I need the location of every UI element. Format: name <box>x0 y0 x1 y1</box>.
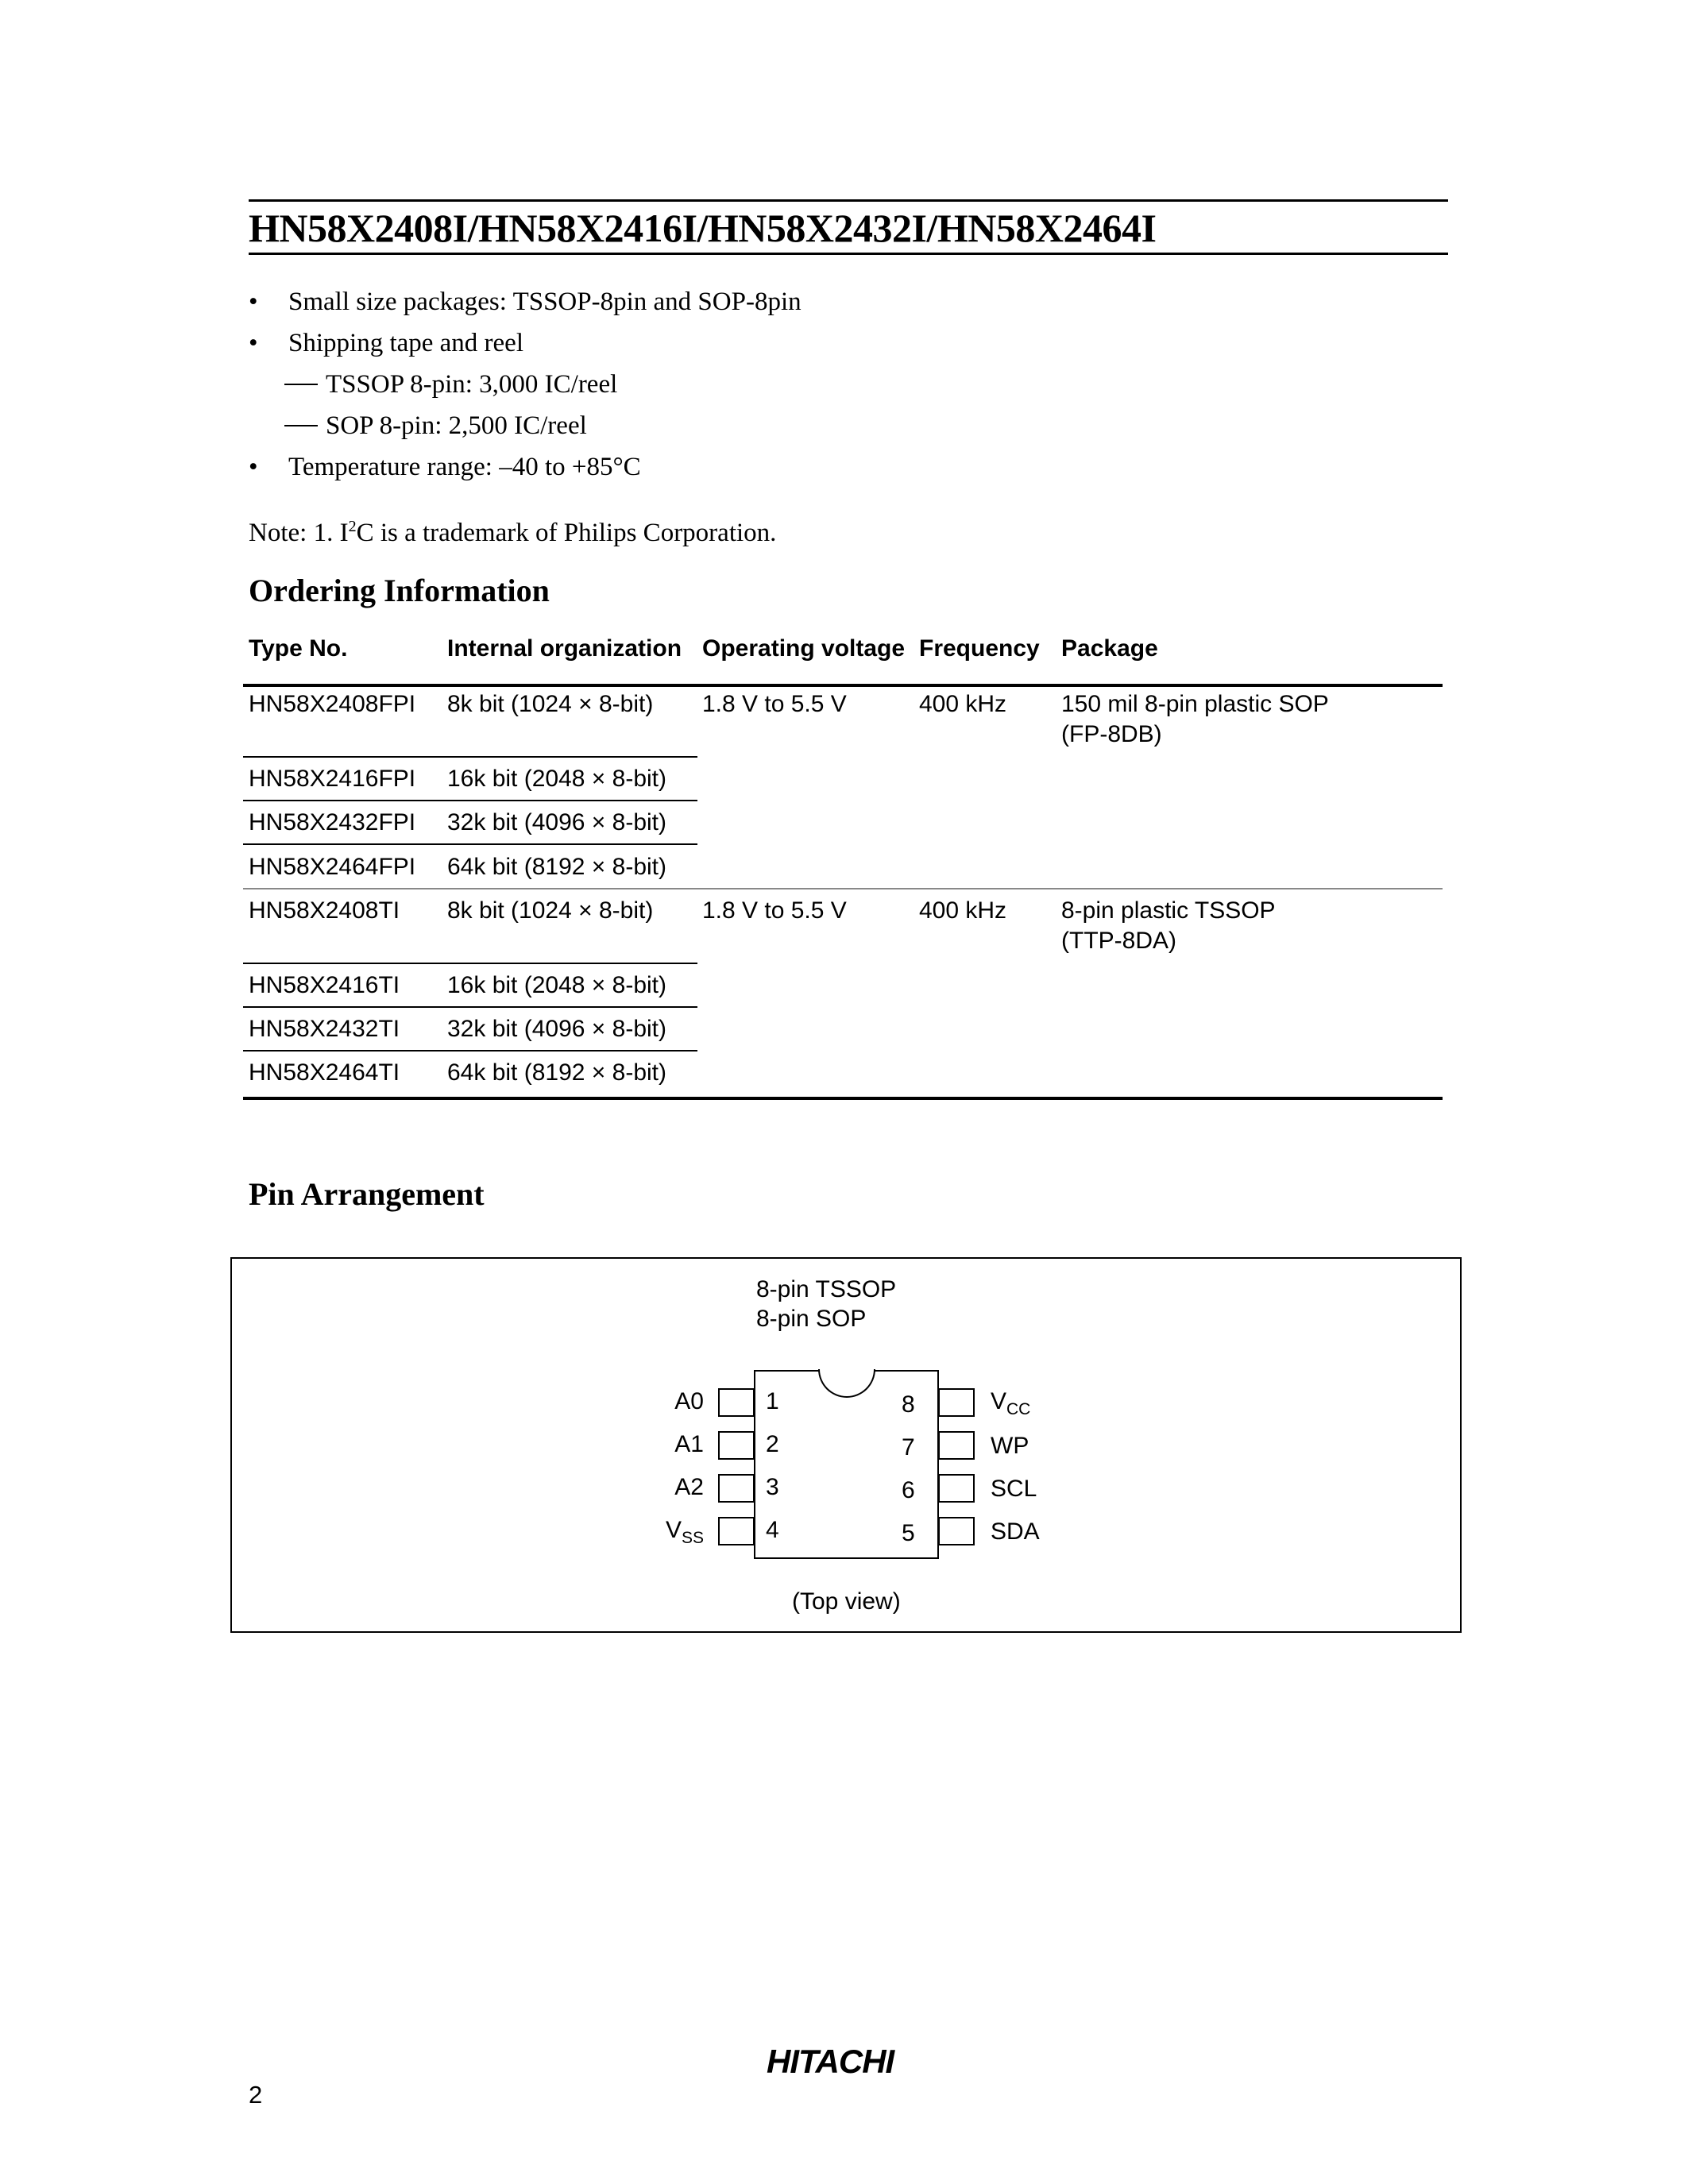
feature-tssop-reel: TSSOP 8-pin: 3,000 IC/reel <box>326 370 618 399</box>
pin-number: 6 <box>902 1477 915 1503</box>
pin-diagram-box <box>230 1257 1462 1633</box>
table-cell-package: 150 mil 8-pin plastic SOP <box>1061 691 1329 717</box>
table-header-rule <box>243 684 1443 687</box>
pin-3-lead <box>718 1474 755 1503</box>
pin-4-lead <box>718 1517 755 1545</box>
feature-shipping: Shipping tape and reel <box>288 329 524 357</box>
table-cell-package: 8-pin plastic TSSOP <box>1061 897 1276 924</box>
table-cell-organization: 64k bit (8192 × 8-bit) <box>447 854 666 880</box>
row-divider <box>243 756 697 758</box>
feature-packages: Small size packages: TSSOP-8pin and SOP-8pin <box>288 287 802 316</box>
table-cell-frequency: 400 kHz <box>919 691 1007 717</box>
pin-number: 3 <box>766 1474 779 1500</box>
bullet-icon: • <box>249 453 258 481</box>
table-cell-type: HN58X2432TI <box>249 1016 400 1042</box>
pin-number: 8 <box>902 1391 915 1418</box>
bullet-icon: • <box>249 287 258 316</box>
pin-number: 1 <box>766 1388 779 1414</box>
table-cell-type: HN58X2464FPI <box>249 854 416 880</box>
row-divider <box>243 800 697 801</box>
dash-icon <box>284 425 318 426</box>
package-label-tssop: 8-pin TSSOP <box>756 1276 897 1302</box>
dash-icon <box>284 384 318 385</box>
table-cell-type: HN58X2416TI <box>249 972 400 998</box>
table-cell-type: HN58X2432FPI <box>249 809 416 835</box>
page-title: HN58X2408I/HN58X2416I/HN58X2432I/HN58X2464I <box>249 206 1157 250</box>
table-cell-package-code: (FP-8DB) <box>1061 721 1162 747</box>
pin-label-wp: WP <box>991 1433 1029 1459</box>
row-divider <box>243 1050 697 1051</box>
pin-label-sda: SDA <box>991 1518 1040 1545</box>
pin-2-lead <box>718 1431 755 1460</box>
feature-sop-reel: SOP 8-pin: 2,500 IC/reel <box>326 411 587 440</box>
pin-label-scl: SCL <box>991 1476 1037 1502</box>
pin-1-lead <box>718 1388 755 1417</box>
table-cell-type: HN58X2408TI <box>249 897 400 924</box>
table-cell-organization: 32k bit (4096 × 8-bit) <box>447 809 666 835</box>
package-label-sop: 8-pin SOP <box>756 1306 867 1332</box>
ordering-heading: Ordering Information <box>249 573 550 608</box>
pin-label-a2: A2 <box>674 1474 704 1500</box>
column-header-frequency: Frequency <box>919 635 1040 662</box>
table-cell-voltage: 1.8 V to 5.5 V <box>702 691 847 717</box>
pin-7-lead <box>938 1431 975 1460</box>
feature-temperature: Temperature range: –40 to +85°C <box>288 453 641 481</box>
row-divider <box>243 843 697 845</box>
pin-label-a1: A1 <box>674 1431 704 1457</box>
table-cell-organization: 16k bit (2048 × 8-bit) <box>447 766 666 792</box>
table-cell-frequency: 400 kHz <box>919 897 1007 924</box>
table-cell-organization: 8k bit (1024 × 8-bit) <box>447 691 654 717</box>
header-rule-bottom <box>249 253 1448 255</box>
note-prefix: Note: 1. I <box>249 519 349 547</box>
row-divider <box>243 963 697 964</box>
table-cell-voltage: 1.8 V to 5.5 V <box>702 897 847 924</box>
pin-number: 5 <box>902 1520 915 1546</box>
group-divider <box>243 888 1443 889</box>
chip-notch-icon <box>818 1369 875 1398</box>
page-number: 2 <box>249 2081 263 2109</box>
pin-6-lead <box>938 1474 975 1503</box>
pin-number: 4 <box>766 1517 779 1543</box>
pin-label-vss: $V_{SS}$ <box>665 1517 704 1547</box>
table-cell-package-code: (TTP-8DA) <box>1061 928 1176 954</box>
hitachi-logo: HITACHI <box>767 2043 894 2080</box>
top-view-caption: (Top view) <box>792 1588 901 1615</box>
pin-number: 2 <box>766 1431 779 1457</box>
table-cell-organization: 8k bit (1024 × 8-bit) <box>447 897 654 924</box>
column-header-organization: Internal organization <box>447 635 682 662</box>
column-header-voltage: Operating voltage <box>702 635 906 662</box>
table-cell-type: HN58X2464TI <box>249 1059 400 1086</box>
header-rule-top <box>249 199 1448 202</box>
column-header-type: Type No. <box>249 635 348 662</box>
column-header-package: Package <box>1061 635 1158 662</box>
pin-label-a0: A0 <box>674 1388 704 1414</box>
pin-8-lead <box>938 1388 975 1417</box>
note-superscript: 2 <box>348 518 357 535</box>
table-cell-organization: 32k bit (4096 × 8-bit) <box>447 1016 666 1042</box>
row-divider <box>243 1006 697 1008</box>
pin-label-vcc: $V_{CC}$ <box>991 1388 1031 1418</box>
note-text: C is a trademark of Philips Corporation. <box>356 519 777 547</box>
table-cell-type: HN58X2416FPI <box>249 766 416 792</box>
table-cell-organization: 64k bit (8192 × 8-bit) <box>447 1059 666 1086</box>
table-cell-organization: 16k bit (2048 × 8-bit) <box>447 972 666 998</box>
table-bottom-rule <box>243 1097 1443 1100</box>
pin-number: 7 <box>902 1434 915 1461</box>
pin-arrangement-heading: Pin Arrangement <box>249 1176 485 1212</box>
table-cell-type: HN58X2408FPI <box>249 691 416 717</box>
trademark-note <box>249 518 776 548</box>
pin-5-lead <box>938 1517 975 1545</box>
bullet-icon: • <box>249 329 258 357</box>
